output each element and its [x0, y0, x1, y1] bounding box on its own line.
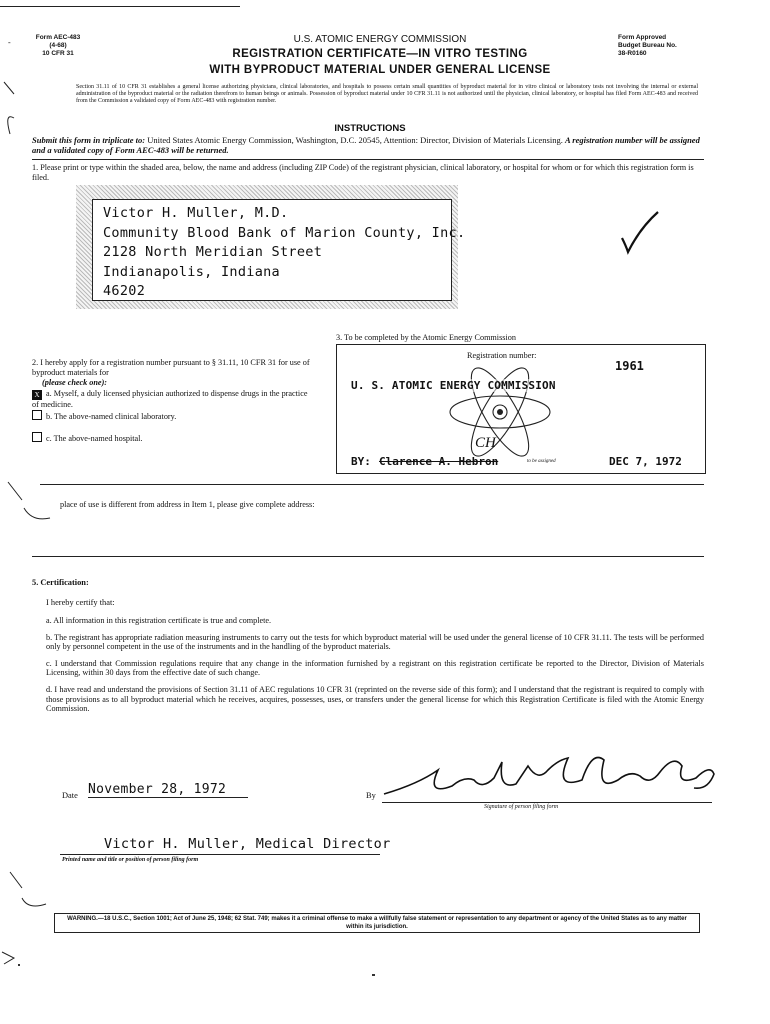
- margin-dash: -: [8, 38, 11, 47]
- form-date: (4-68): [49, 42, 67, 49]
- option-c-checkbox[interactable]: [32, 432, 42, 442]
- divider-top: [32, 159, 704, 160]
- option-b-row[interactable]: [32, 410, 314, 422]
- item3-label: 3. To be completed by the Atomic Energy Commission: [336, 333, 516, 342]
- address-line-3: 2128 North Meridian Street: [103, 244, 323, 260]
- printed-name-caption: Printed name and title or position of person filing form: [62, 857, 199, 863]
- registration-number-label: Registration number:: [467, 351, 537, 360]
- handwritten-signature: [378, 740, 728, 810]
- stray-dot-2: [372, 974, 375, 976]
- approval-block: [618, 34, 718, 58]
- divider-item4-top: [40, 484, 704, 485]
- agency-name: U.S. ATOMIC ENERGY COMMISSION: [293, 34, 467, 45]
- stamp-signer: Clarence A. Hebron: [379, 455, 499, 468]
- submit-text: United States Atomic Energy Commission, Washington, D.C. 20545, Attention: Director, Division of Materials Licensing.: [147, 135, 563, 145]
- signature-caption: Signature of person filing form: [484, 804, 559, 810]
- item2-block: [32, 358, 314, 444]
- submit-note: A registration number will be assigned and a validated copy of Form AEC-483 will be returned.: [32, 135, 700, 155]
- certification-list: [46, 616, 704, 714]
- stamp-by-label: BY:: [351, 455, 371, 468]
- address-line-5: 46202: [103, 283, 146, 299]
- option-b-checkbox[interactable]: [32, 410, 42, 420]
- address-line-1: Victor H. Muller, M.D.: [103, 205, 289, 221]
- margin-mark-2: [0, 478, 60, 528]
- certification-heading: 5. Certification:: [32, 578, 89, 587]
- top-edge-line: [0, 6, 240, 7]
- submit-instructions: [32, 135, 704, 155]
- signature-line: [382, 802, 712, 803]
- option-b-text: b. The above-named clinical laboratory.: [46, 412, 177, 421]
- stamp-note: to be assigned: [527, 459, 556, 464]
- registration-number: 1961: [615, 359, 644, 373]
- option-a-checkbox[interactable]: X: [32, 390, 42, 400]
- printed-name-line: [60, 854, 380, 855]
- aec-registration-box: [336, 344, 706, 474]
- margin-mark-1: [0, 78, 30, 138]
- cert-item-d: d. I have read and understand the provisions of Section 31.11 of AEC regulations 10 CFR 31 (reprinted on the reverse side of this form); and I understand that the registrant is required to comply with those provisions as to all byproduct material which he receives, acquires, possesses, uses, or transfers under the general license for which this Registration Certificate is filed with the Atomic Energy Commission.: [46, 684, 704, 714]
- date-value[interactable]: November 28, 1972: [88, 782, 248, 798]
- cfr-reference: 10 CFR 31: [42, 50, 74, 57]
- option-c-text: c. The above-named hospital.: [46, 434, 143, 443]
- approval-line3: 38-R0160: [618, 50, 647, 57]
- approval-line1: Form Approved: [618, 34, 667, 41]
- printed-name-title[interactable]: Victor H. Muller, Medical Director: [104, 836, 391, 852]
- divider-item4-bottom: [32, 556, 704, 557]
- option-c-row[interactable]: [32, 432, 314, 444]
- checkmark-icon: [614, 208, 664, 258]
- cert-item-a: a. All information in this registration certificate is true and complete.: [46, 616, 272, 625]
- form-id-block: [28, 34, 88, 58]
- approval-line2: Budget Bureau No.: [618, 42, 677, 49]
- option-a-text: a. Myself, a duly licensed physician authorized to dispense drugs in the practice of medicine.: [32, 389, 308, 409]
- intro-paragraph: Section 31.11 of 10 CFR 31 establishes a general license authorizing physicians, clinical laboratories, and hospitals to possess certain small quantities of byproduct material for in vitro clinical or laboratory tests not involving the internal or external administration of the byproduct material or the radiation therefrom to human beings or animals. Possession of byproduct material under 10 CFR 31.11 is not authorized until the physician, clinical laboratory, or hospital has filed Form AEC-483 and received from the Commission a validated copy of Form AEC-483 with registration number.: [76, 84, 698, 104]
- option-a-row[interactable]: [32, 389, 314, 410]
- certification-intro: I hereby certify that:: [46, 598, 115, 607]
- item2-check-note: (please check one):: [42, 378, 108, 387]
- item2-label: 2. I hereby apply for a registration number pursuant to § 31.11, 10 CFR 31 for use of byproduct materials for: [32, 358, 310, 377]
- margin-mark-4: [0, 942, 30, 972]
- item1-label: 1. Please print or type within the shaded area, below, the name and address (including ZIP Code) of the registrant physician, clinical laboratory, or hospital for whom or for which this registration form is filed.: [32, 163, 694, 182]
- stamp-organization: U. S. ATOMIC ENERGY COMMISSION: [351, 379, 556, 392]
- stamp-initials: CH: [475, 435, 496, 451]
- cert-item-c: c. I understand that Commission regulations require that any change in the information furnished by a registrant on this registration certificate be reported to the Director, Division of Materials Licensing, within 30 days from the effective date of such change.: [46, 658, 704, 678]
- address-line-4: Indianapolis, Indiana: [103, 263, 280, 280]
- cert-item-b: b. The registrant has appropriate radiation measuring instruments to carry out the tests for which byproduct material will be used under the general license of 10 CFR 31.11. The tests will be performed only by personnel competent in the use of the instruments and in the handling of the byproduct materials.: [46, 632, 704, 652]
- margin-mark-3: [0, 868, 60, 918]
- stray-dot-1: [18, 964, 20, 966]
- warning-box: WARNING.—18 U.S.C., Section 1001; Act of June 25, 1948; 62 Stat. 749; makes it a criminal offense to make a willfully false statement or representation to any department or agency of the United States as to any matter within its jurisdiction.: [54, 913, 700, 933]
- stamp-date: DEC 7, 1972: [609, 455, 682, 468]
- address-box[interactable]: [92, 199, 466, 301]
- form-title-line1: REGISTRATION CERTIFICATE—IN VITRO TESTING: [232, 48, 528, 60]
- form-title-line2: WITH BYPRODUCT MATERIAL UNDER GENERAL LICENSE: [209, 64, 551, 76]
- instructions-heading: INSTRUCTIONS: [334, 123, 406, 134]
- form-number: Form AEC-483: [35, 34, 81, 41]
- date-label: Date: [62, 791, 78, 800]
- by-label: By: [366, 791, 376, 800]
- address-line-2: Community Blood Bank of Marion County, Inc.: [103, 224, 466, 241]
- submit-label: Submit this form in triplicate to:: [32, 135, 146, 145]
- item4-label: place of use is different from address in Item 1, please give complete address:: [60, 500, 315, 509]
